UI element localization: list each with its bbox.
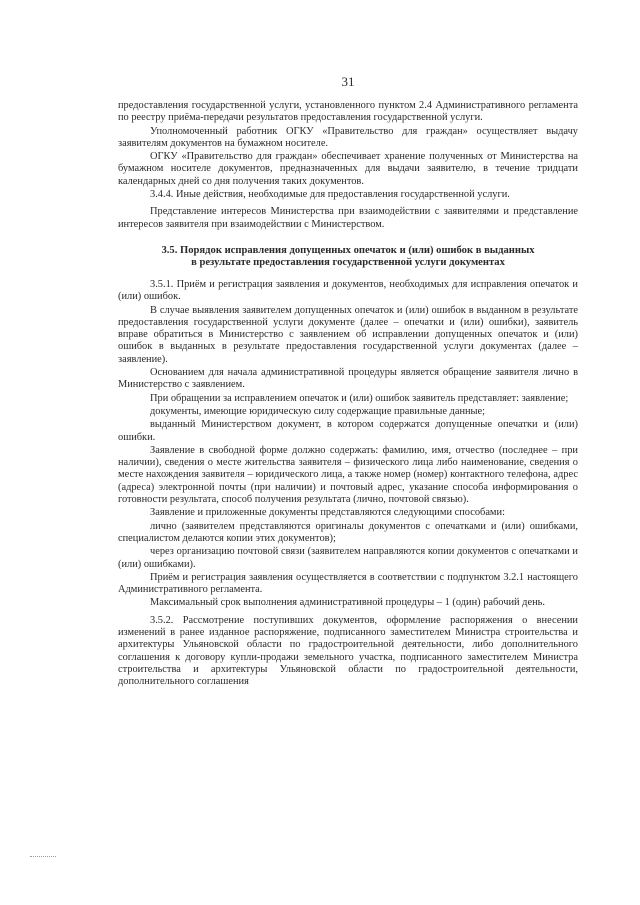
paragraph: В случае выявления заявителем допущенных опечаток и (или) ошибок в выданном в результате предоставления государственной услуги документе (далее – опечатки и (или) ошибки), заявитель вправе обратиться в Министерство с заявлением об исправлении допущенных опечаток и (или) ошибок в выданных в результате предоставления государственной услуги документах (далее – заявление). xyxy=(118,304,578,365)
paragraphs-bottom xyxy=(118,279,578,689)
paragraph: Заявление и приложенные документы представляются следующими способами: xyxy=(150,507,505,519)
paragraph: документы, имеющие юридическую силу содержащие правильные данные; xyxy=(150,405,486,417)
paragraph: 3.4.4. Иные действия, необходимые для предоставления государственной услуги. xyxy=(150,189,510,201)
section-heading-line1: 3.5. Порядок исправления допущенных опечаток и (или) ошибок в выданных xyxy=(161,244,535,256)
paragraph: выданный Министерством документ, в котором содержатся допущенные опечатки и (или) ошибки. xyxy=(118,419,578,443)
paragraphs-top xyxy=(118,100,578,231)
page-number: 31 xyxy=(341,74,355,89)
paragraph: Основанием для начала административной процедуры является обращение заявителя лично в Министерство с заявлением. xyxy=(118,367,578,391)
document-body xyxy=(118,100,578,688)
paragraph: Представление интересов Министерства при взаимодействии с заявителями и представление интересов заявителя при взаимодействии с Министерством. xyxy=(118,206,578,230)
paragraph: Максимальный срок выполнения административной процедуры – 1 (один) рабочий день. xyxy=(150,597,545,609)
paragraph: Уполномоченный работник ОГКУ «Правительство для граждан» осуществляет выдачу заявителям документов на бумажном носителе. xyxy=(118,125,578,149)
paragraph: предоставления государственной услуги, установленного пунктом 2.4 Административного регламента по реестру приёма-передачи результатов предоставления государственной услуги. xyxy=(118,100,578,124)
section-heading xyxy=(118,245,578,270)
paragraph: 3.5.2. Рассмотрение поступивших документов, оформление распоряжения о внесении изменений в ранее изданное распоряжение, подписанного заместителем Министра строительства и архитектуры Ульяновской области по градостроительной деятельности, либо дополнительного соглашения к договору купли-продажи земельного участка, подписанного заместителем Министра строительства и архитектуры Ульяновской области по градостроительной деятельности, дополнительного соглашения xyxy=(118,614,578,688)
paragraph: При обращении за исправлением опечаток и (или) ошибок заявитель представляет: заявление; xyxy=(150,392,569,404)
section-heading-line2: в результате предоставления государственной услуги документах xyxy=(191,257,505,269)
paragraph: 3.5.1. Приём и регистрация заявления и документов, необходимых для исправления опечаток и (или) ошибок. xyxy=(118,278,578,303)
paragraph: Приём и регистрация заявления осуществляется в соответствии с подпунктом 3.2.1 настоящего Административного регламента. xyxy=(118,571,578,596)
paragraph: лично (заявителем представляются оригиналы документов с опечатками и (или) ошибками, специалистом делаются копии этих документов); xyxy=(118,520,578,544)
paragraph: Заявление в свободной форме должно содержать: фамилию, имя, отчество (последнее – при наличии), сведения о месте жительства заявителя – физического лица либо наименование, сведения о месте нахождения заявителя – юридического лица, а также номер (номер) контактного телефона, адрес (адреса) электронной почты (при наличии) и почтовый адрес, указание способа информирования о готовности результата, способ получения результата (лично, почтовой связью). xyxy=(118,444,578,506)
paragraph: ОГКУ «Правительство для граждан» обеспечивает хранение полученных от Министерства на бумажном носителе документов, предназначенных для выдачи заявителю, в течение тридцати календарных дней со дня получения таких документов. xyxy=(118,151,578,187)
scan-margin-mark xyxy=(30,856,56,857)
paragraph: через организацию почтовой связи (заявителем направляются копии документов с опечатками и (или) ошибками). xyxy=(118,546,578,570)
